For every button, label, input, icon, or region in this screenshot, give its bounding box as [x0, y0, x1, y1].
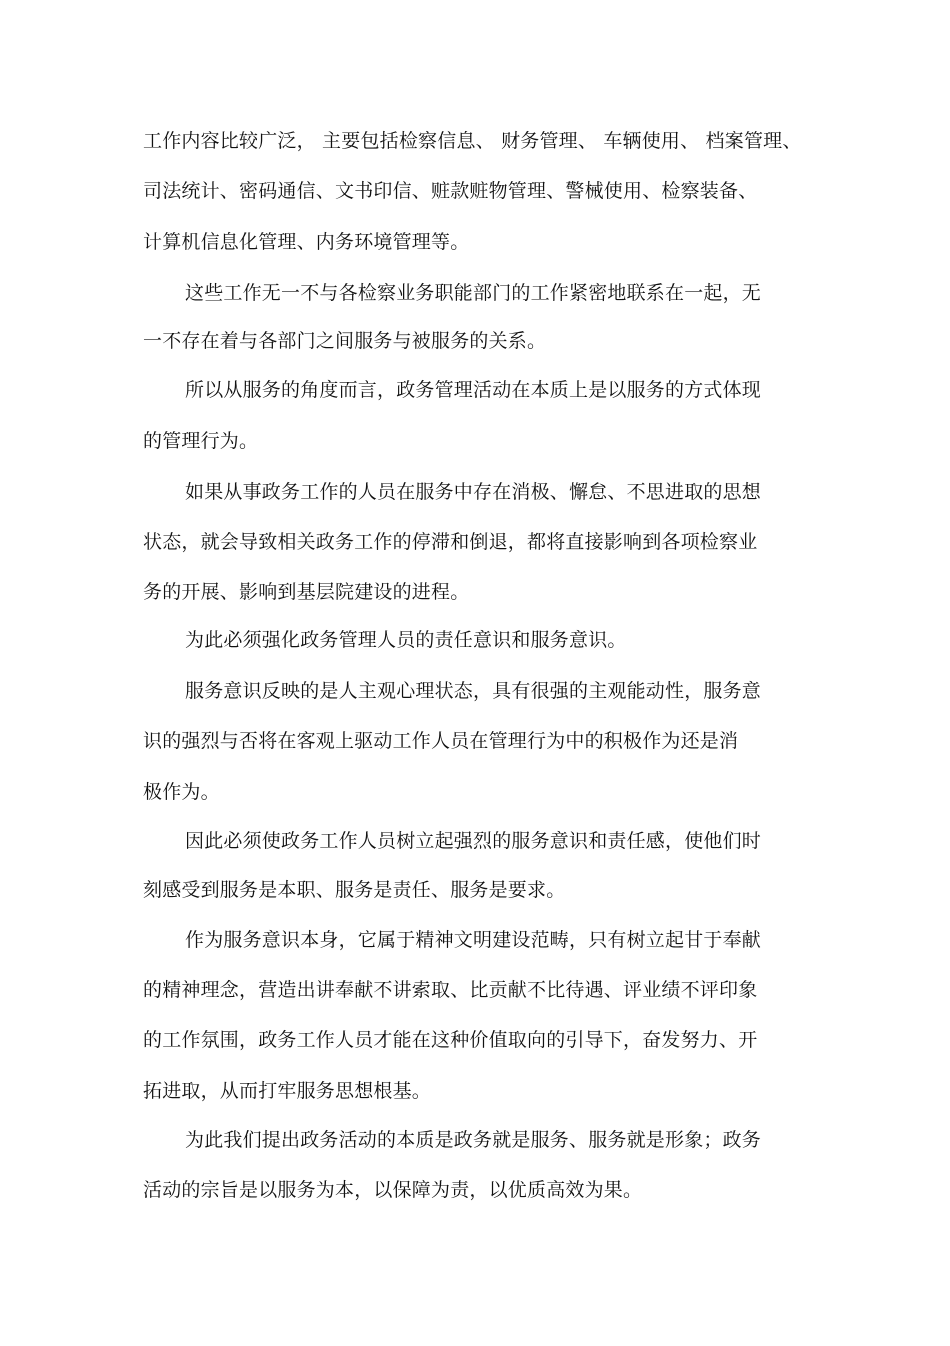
text-line: 活动的宗旨是以服务为本，以保障为责，以优质高效为果。 [143, 1179, 643, 1201]
paragraph-first-line: 这些工作无一不与各检察业务职能部门的工作紧密地联系在一起，无 [185, 282, 762, 304]
text-line: 一不存在着与各部门之间服务与被服务的关系。 [143, 330, 547, 352]
text-line: 状态，就会导致相关政务工作的停滞和倒退，都将直接影响到各项检察业 [143, 531, 758, 553]
text-line: 工作内容比较广泛， 主要包括检察信息、 财务管理、 车辆使用、 档案管理、 [143, 130, 802, 152]
paragraph-first-line: 为此我们提出政务活动的本质是政务就是服务、服务就是形象；政务 [185, 1129, 762, 1151]
text-line: 的管理行为。 [143, 430, 259, 452]
paragraph-first-line: 如果从事政务工作的人员在服务中存在消极、懈怠、不思进取的思想 [185, 481, 762, 503]
paragraph-first-line: 所以从服务的角度而言，政务管理活动在本质上是以服务的方式体现 [185, 379, 762, 401]
text-line: 的精神理念，营造出讲奉献不讲索取、比贡献不比待遇、评业绩不评印象 [143, 979, 758, 1001]
text-line: 务的开展、影响到基层院建设的进程。 [143, 581, 470, 603]
paragraph-first-line: 作为服务意识本身，它属于精神文明建设范畴，只有树立起甘于奉献 [185, 929, 762, 951]
text-line: 司法统计、密码通信、文书印信、赃款赃物管理、警械使用、检察装备、 [143, 180, 758, 202]
paragraph-first-line: 服务意识反映的是人主观心理状态，具有很强的主观能动性，服务意 [185, 680, 762, 702]
paragraph-first-line: 为此必须强化政务管理人员的责任意识和服务意识。 [185, 629, 627, 651]
text-line: 刻感受到服务是本职、服务是责任、服务是要求。 [143, 879, 566, 901]
text-line: 计算机信息化管理、内务环境管理等。 [143, 231, 470, 253]
text-line: 极作为。 [143, 781, 220, 803]
text-line: 拓进取，从而打牢服务思想根基。 [143, 1080, 432, 1102]
text-line: 的工作氛围，政务工作人员才能在这种价值取向的引导下，奋发努力、开 [143, 1029, 758, 1051]
paragraph-first-line: 因此必须使政务工作人员树立起强烈的服务意识和责任感，使他们时 [185, 830, 762, 852]
text-line: 识的强烈与否将在客观上驱动工作人员在管理行为中的积极作为还是消 [143, 730, 739, 752]
